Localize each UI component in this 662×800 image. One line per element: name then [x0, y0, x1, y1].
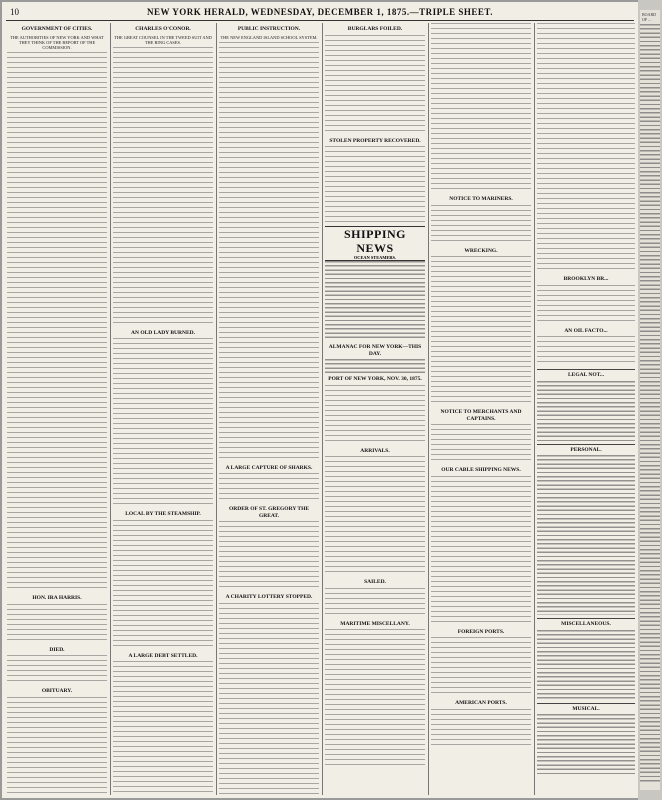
maritime-misc-body-text: [325, 629, 425, 769]
column-2-heading: CHARLES O'CONOR.: [135, 26, 191, 32]
column-5-heading: NOTICE TO MARINERS.: [449, 196, 513, 202]
column-3-heading-2: A LARGE CAPTURE OF SHARKS.: [225, 464, 313, 471]
newspaper-page: [2, 2, 638, 798]
column-rule: [216, 23, 217, 795]
header-rule: [6, 20, 634, 21]
newspaper-title: NEW YORK HERALD, WEDNESDAY, DECEMBER 1, 1875.—TRIPLE SHEET.: [146, 7, 494, 17]
miscellaneous-ads-text: [537, 630, 635, 700]
column-6-body-text-2: [537, 285, 635, 325]
page-number: 10: [10, 7, 19, 17]
column-1-heading-4: OBITUARY.: [41, 688, 73, 695]
steamer-table: [325, 261, 425, 341]
port-body-text: [325, 385, 425, 445]
musical-ads-text: [537, 714, 635, 774]
column-4-body-text: [325, 35, 425, 135]
arrivals-heading: ARRIVALS.: [360, 447, 390, 454]
column-6-body-text-3: [537, 336, 635, 366]
adjacent-page-edge: [640, 10, 660, 790]
column-6-body-text: [537, 23, 635, 273]
column-rule: [534, 23, 535, 795]
maritime-misc-heading: MARITIME MISCELLANY.: [340, 620, 410, 627]
adjacent-page-lines: [640, 24, 660, 784]
column-4: [325, 23, 425, 795]
column-rule: [110, 23, 111, 795]
legal-notices-text: [537, 381, 635, 441]
column-1-subheading: THE AUTHORITIES OF NEW YORK AND WHAT THEY THINK OF THE REPORT OF THE COMMISSION.: [10, 34, 104, 50]
column-2-heading-2: AN OLD LADY BURNED.: [131, 329, 195, 336]
column-6-heading-5: MISCELLANEOUS.: [537, 618, 635, 628]
sailed-body-text: [325, 588, 425, 618]
column-4-subheading: STOLEN PROPERTY RECOVERED.: [329, 137, 421, 144]
column-4-heading: BURGLARS FOILED.: [347, 26, 403, 32]
column-6: [537, 23, 635, 795]
column-3-subheading: THE NEW ENGLAND ISLAND SCHOOL SYSTEM.: [220, 34, 318, 40]
column-1: [7, 23, 107, 795]
column-3-heading-3: ORDER OF ST. GREGORY THE GREAT.: [228, 506, 310, 519]
sailed-heading: SAILED.: [364, 579, 386, 585]
column-5-heading-6: AMERICAN PORTS.: [455, 700, 507, 706]
column-5-body-text: [431, 23, 531, 193]
column-2-subheading: THE GREAT COUNSEL IN THE TWEED SUIT AND THE RING CASES.: [114, 34, 212, 45]
column-2-body-text-3: [113, 520, 213, 650]
column-3-body-text-2: [219, 473, 319, 503]
column-3-heading-4: A CHARITY LOTTERY STOPPED.: [225, 594, 313, 601]
column-1-heading: GOVERNMENT OF CITIES.: [21, 26, 93, 32]
column-5-body-text-3: [431, 256, 531, 406]
almanac-heading: ALMANAC FOR NEW YORK—THIS DAY.: [328, 344, 422, 357]
port-heading: PORT OF NEW YORK, NOV. 30, 1875.: [328, 376, 422, 382]
personal-ads-text: [537, 455, 635, 615]
column-3-body-text-4: [219, 603, 319, 795]
column-5-body-text-4: [431, 424, 531, 464]
column-1-body-text-2: [7, 604, 107, 644]
column-2-heading-4: A LARGE DEBT SETTLED.: [128, 652, 198, 659]
column-1-heading-3: DIED.: [49, 646, 65, 653]
column-2-heading-3: LOCAL BY THE STEAMSHIP.: [125, 511, 201, 518]
column-6-heading-4: PERSONAL.: [537, 444, 635, 454]
almanac-table: [325, 359, 425, 373]
column-3-body-text: [219, 42, 319, 462]
column-6-heading-6: MUSICAL.: [537, 703, 635, 713]
column-6-heading-3: LEGAL NOT...: [537, 369, 635, 379]
column-2-body-text-2: [113, 338, 213, 508]
column-1-body-text-4: [7, 697, 107, 795]
column-5-heading-3: NOTICE TO MERCHANTS AND CAPTAINS.: [440, 409, 522, 422]
column-1-body-text: [7, 52, 107, 592]
column-6-heading: BROOKLYN BR...: [563, 276, 609, 282]
column-4-body-text-2: [325, 146, 425, 226]
shipping-news-masthead: [325, 226, 425, 261]
column-2-body-text: [113, 47, 213, 327]
column-2-body-text-4: [113, 661, 213, 795]
column-5-body-text-6: [431, 637, 531, 697]
column-1-heading-2: HON. IRA HARRIS.: [32, 595, 82, 602]
adjacent-page-text: BOARD OF ...: [642, 12, 657, 22]
column-3: [219, 23, 319, 795]
column-2: [113, 23, 213, 795]
column-5-heading-2: WRECKING.: [464, 247, 498, 254]
page-header: [2, 5, 638, 19]
column-3-body-text-3: [219, 521, 319, 591]
arrivals-body-text: [325, 456, 425, 576]
column-5: [431, 23, 531, 795]
column-5-heading-4: OUR CABLE SHIPPING NEWS.: [441, 467, 521, 473]
column-5-body-text-5: [431, 476, 531, 626]
ocean-steamers-heading: OCEAN STEAMERS.: [353, 255, 397, 260]
column-rule: [428, 23, 429, 795]
column-3-heading: PUBLIC INSTRUCTION.: [237, 26, 301, 32]
column-rule: [322, 23, 323, 795]
column-6-heading-2: AN OIL FACTO...: [564, 327, 608, 334]
column-5-body-text-7: [431, 709, 531, 749]
column-1-body-text-3: [7, 655, 107, 685]
column-5-heading-5: FOREIGN PORTS.: [457, 628, 505, 635]
column-5-body-text-2: [431, 205, 531, 245]
shipping-news-title: SHIPPING NEWS: [343, 227, 406, 255]
